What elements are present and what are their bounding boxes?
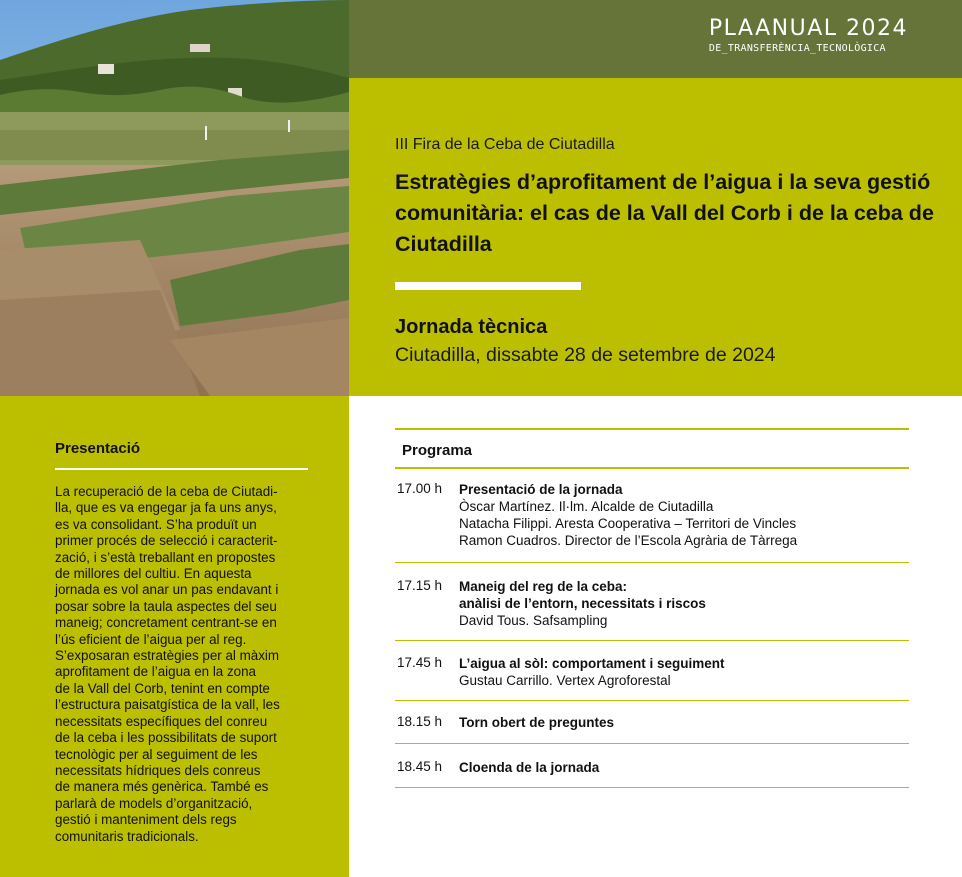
header-band <box>349 0 962 78</box>
title-divider <box>395 282 581 290</box>
presentation-section <box>0 396 349 877</box>
session-speaker: Gustau Carrillo. Vertex Agroforestal <box>459 673 671 688</box>
session-time: 18.45 h <box>397 759 443 774</box>
programme-session <box>395 563 909 641</box>
fair-name: III Fira de la Ceba de Ciutadilla <box>395 136 615 153</box>
session-time: 18.15 h <box>397 714 443 729</box>
presentation-text: La recuperació de la ceba de Ciutadi- lla, que es va engegar ja fa uns anys, es va consolidant. S’ha produït un primer procés de selecció i caracterit- zació, i s’està treballant en propostes de millores del cultiu. En aquesta jornada es vol anar un pas endavant i posar sobre la taula aspectes del seu maneig; concretament centrant-se en l’ús eficient de l’aigua per al reg. S’exposaran estratègies per al màxim aprofitament de l’aigua en la zona de la Vall del Corb, tenint en compte l’estructura paisatgística de la vall, les necessitats específiques del conreu de la ceba i les possibilitats de suport tecnològic per al seguiment de les necessitats hídriques dels conreus de manera més genèrica. També es parlarà de models d’organització, gestió i manteniment dels regs comunitaris tradicionals. <box>55 484 280 844</box>
onion-field-photo <box>0 0 349 396</box>
session-time: 17.15 h <box>397 578 443 593</box>
programme-session <box>395 744 909 788</box>
title-block <box>349 78 962 396</box>
session-title: Maneig del reg de la ceba: <box>459 579 628 594</box>
session-speaker: Ramon Cuadros. Director de l’Escola Agrària de Tàrrega <box>459 533 798 548</box>
session-time: 17.45 h <box>397 655 443 670</box>
programme-session <box>395 641 909 701</box>
plaanual-logo <box>709 17 908 55</box>
programme-section <box>395 428 909 788</box>
session-title-line-2: anàlisi de l’entorn, necessitats i riscos <box>459 596 706 611</box>
session-title: L’aigua al sòl: comportament i seguiment <box>459 656 725 671</box>
presentation-heading: Presentació <box>55 440 141 457</box>
session-speaker: Natacha Filippi. Aresta Cooperativa – Territori de Vincles <box>459 516 797 531</box>
event-type: Jornada tècnica <box>395 316 548 338</box>
programme-heading: Programa <box>402 442 473 459</box>
programme-session <box>395 469 909 563</box>
presentation-rule <box>55 468 308 470</box>
logo-sub-text: DE_TRANSFERÈNCIA_TECNOLÒGICA <box>708 43 886 54</box>
session-title: Presentació de la jornada <box>459 482 623 497</box>
logo-main-text: PLAANUAL 2024 <box>708 16 908 41</box>
session-time: 17.00 h <box>397 481 443 496</box>
event-title: Estratègies d’aprofitament de l’aigua i la seva gestió comunitària: el cas de la Vall del Corb i de la ceba de Ciutadilla <box>395 170 934 256</box>
session-title: Torn obert de preguntes <box>459 715 615 730</box>
programme-session <box>395 701 909 744</box>
session-speaker: David Tous. Safsampling <box>459 613 608 628</box>
session-speaker: Òscar Martínez. Il·lm. Alcalde de Ciutadilla <box>459 499 714 514</box>
session-title: Cloenda de la jornada <box>459 760 600 775</box>
event-place-date: Ciutadilla, dissabte 28 de setembre de 2024 <box>395 344 776 366</box>
